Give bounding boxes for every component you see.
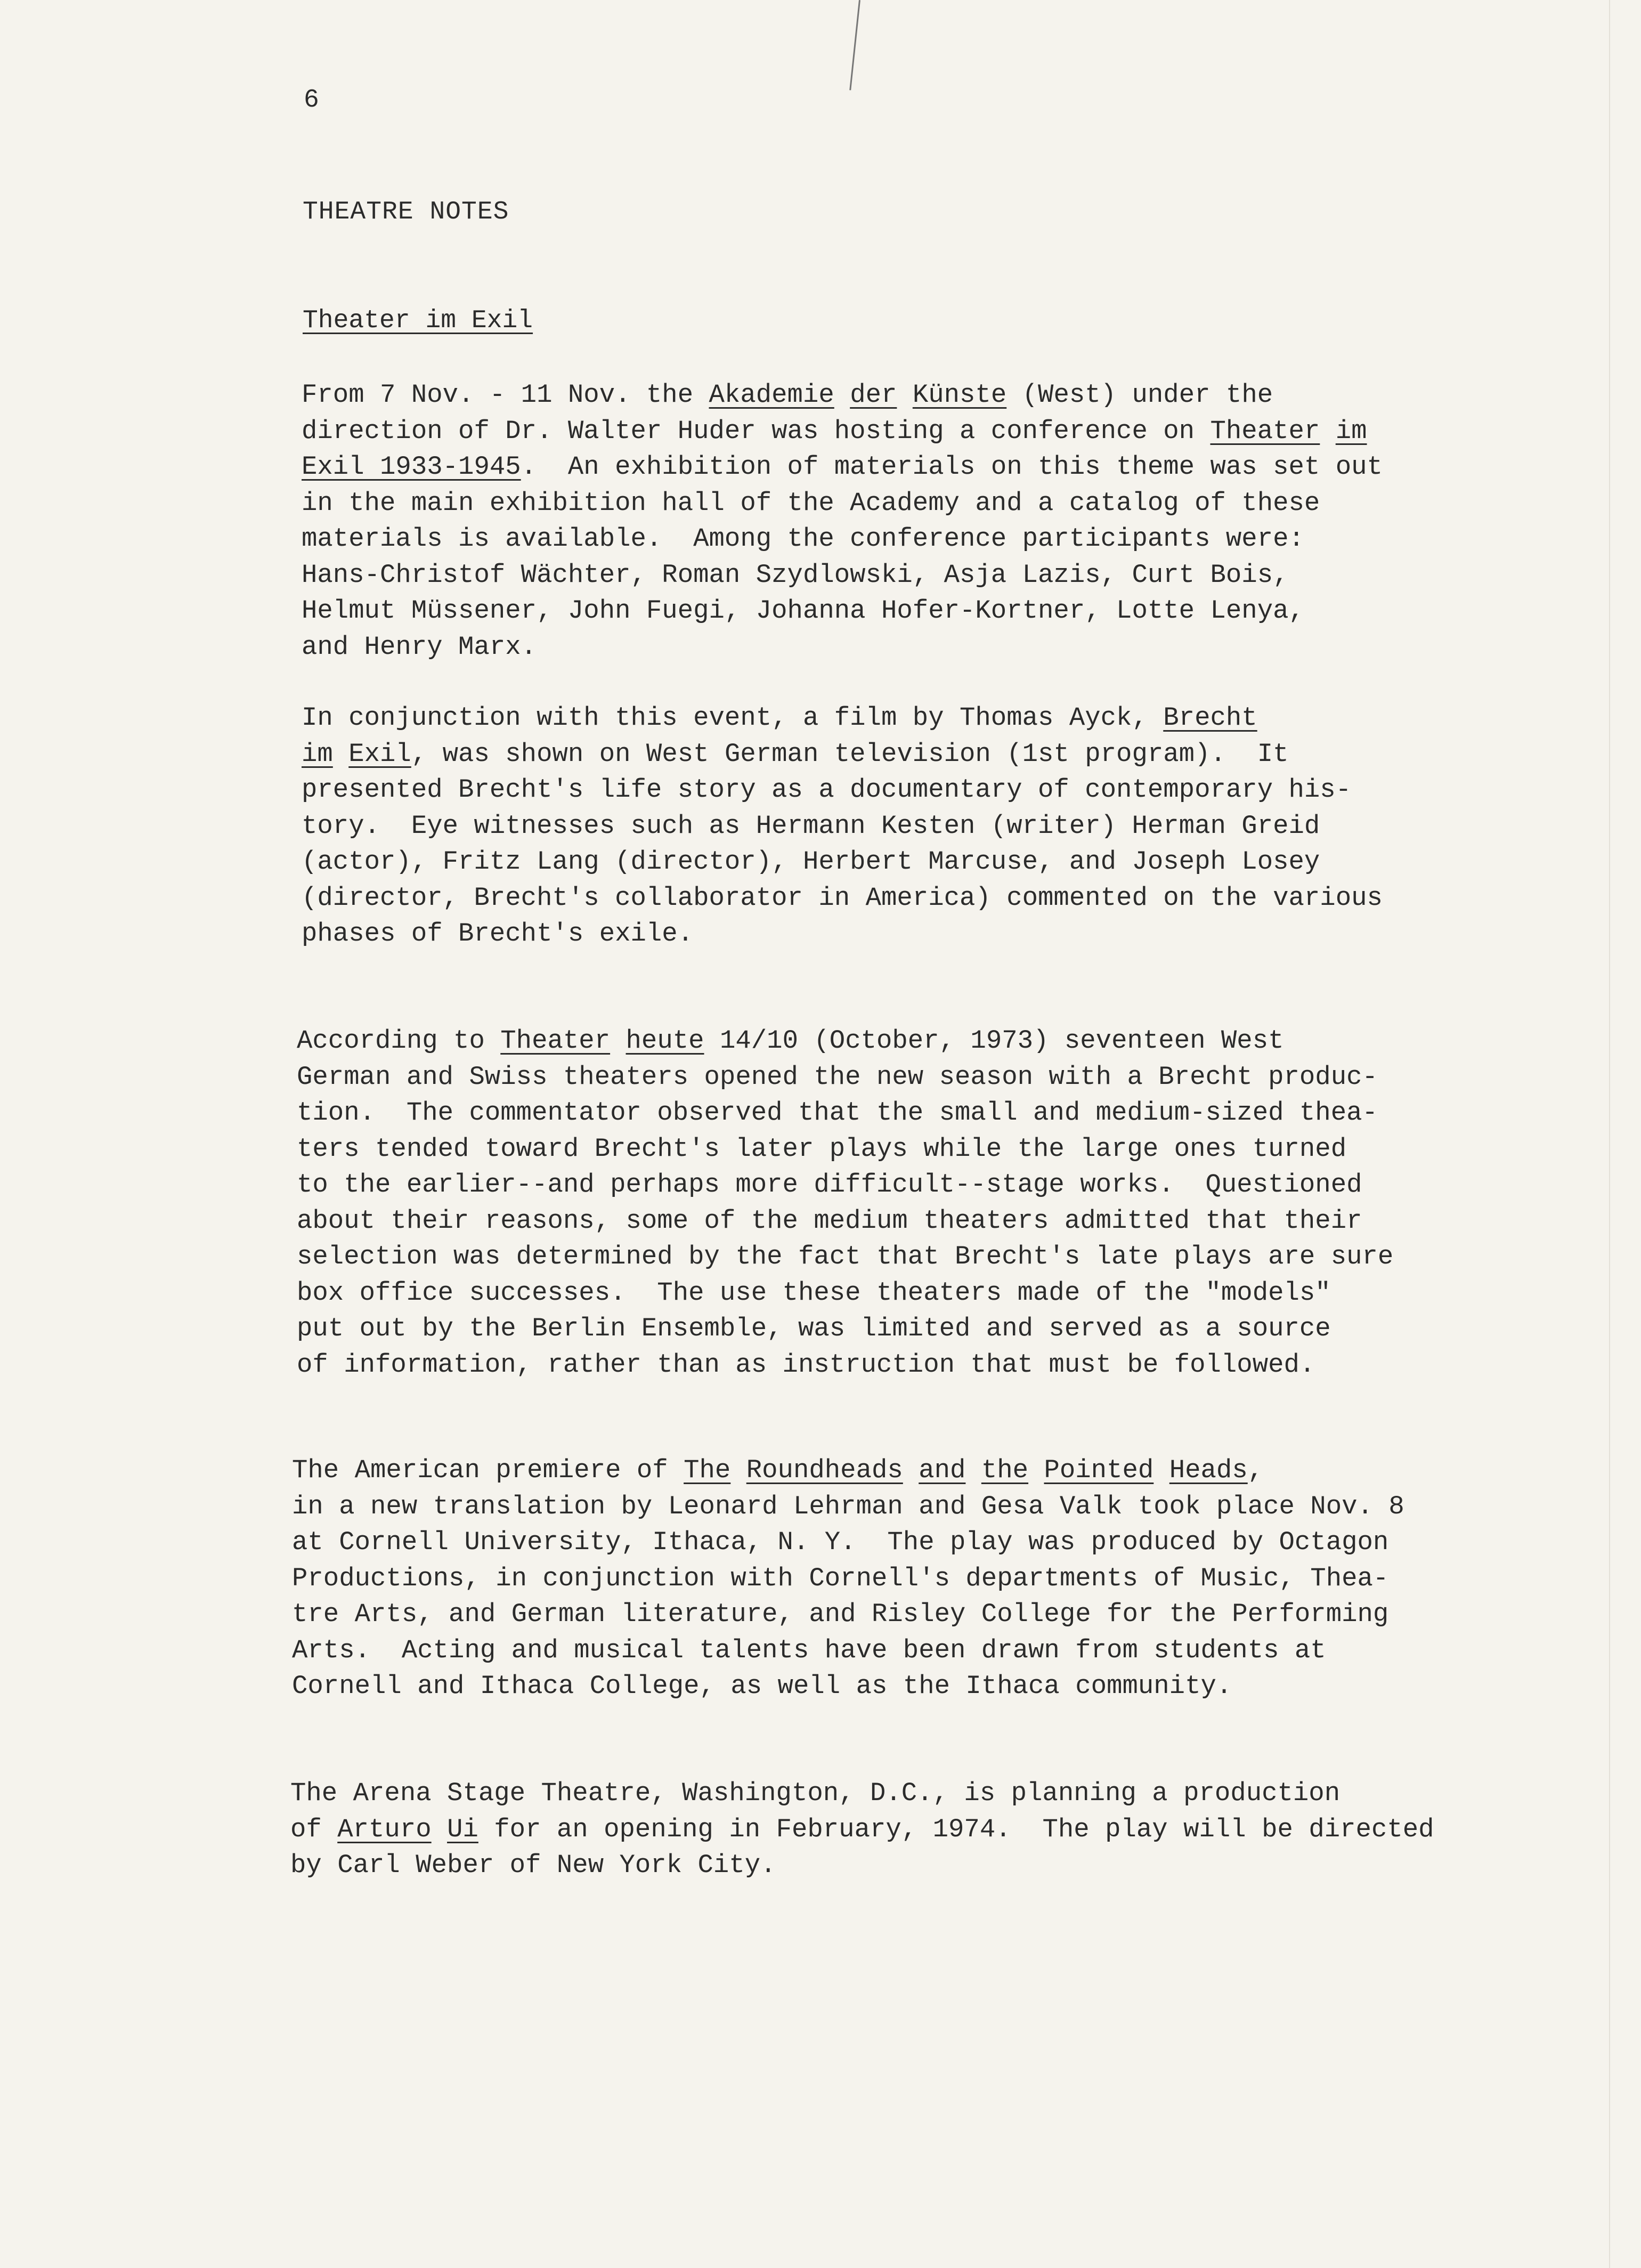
text-run (333, 739, 348, 769)
text-run: Helmut Müssener, John Fuegi, Johanna Hofer-Kortner, Lotte Lenya, (302, 596, 1304, 626)
text-run: phases of Brecht's exile. (302, 919, 694, 949)
text-line (297, 1059, 1618, 1096)
text-run: presented Brecht's life story as a documentary of contemporary his- (302, 775, 1352, 805)
text-run: direction of Dr. Walter Huder was hosting a conference on (302, 416, 1211, 446)
page-number: 6 (304, 86, 319, 115)
text-run: of information, rather than as instruction that must be followed. (297, 1349, 1315, 1380)
underlined-title: im (302, 739, 333, 769)
underlined-title: Arturo (337, 1814, 432, 1844)
subheading: Theater im Exil (303, 306, 533, 335)
text-line (290, 1776, 1612, 1812)
section-heading: THEATRE NOTES (303, 198, 509, 226)
text-line (297, 1131, 1618, 1168)
text-run: Productions, in conjunction with Cornell's departments of Music, Thea- (292, 1563, 1389, 1593)
text-run (730, 1455, 746, 1485)
text-run: From 7 Nov. - 11 Nov. the (302, 380, 709, 410)
text-run: Hans-Christof Wächter, Roman Szydlowski, Asja Lazis, Curt Bois, (302, 560, 1289, 590)
underlined-title: Theater (1210, 416, 1320, 446)
pen-stroke (849, 0, 860, 90)
text-line (302, 521, 1623, 557)
text-line (302, 736, 1623, 773)
text-line (302, 808, 1623, 845)
underlined-title: Theater (500, 1026, 611, 1056)
text-line (297, 1095, 1618, 1131)
text-run: to the earlier--and perhaps more difficult--stage works. Questioned (297, 1170, 1362, 1200)
underlined-title: Exil 1933-1945 (302, 452, 521, 482)
paragraph (302, 700, 1623, 952)
text-line (302, 844, 1623, 880)
text-run: for an opening in February, 1974. The play will be directed (478, 1814, 1434, 1844)
text-run (903, 1455, 919, 1485)
underlined-title: heute (625, 1026, 704, 1056)
paragraph (302, 377, 1623, 665)
paragraph (297, 1023, 1618, 1383)
text-run: , was shown on West German television (1st program). It (411, 739, 1289, 769)
text-run: (West) under the (1006, 380, 1273, 410)
underlined-title: Heads (1169, 1455, 1248, 1485)
text-run: tre Arts, and German literature, and Risley College for the Performing (292, 1599, 1389, 1629)
text-line (292, 1561, 1613, 1597)
text-line (302, 880, 1623, 917)
text-line (292, 1525, 1613, 1561)
text-run: (director, Brecht's collaborator in America) commented on the various (302, 882, 1383, 913)
text-line (302, 593, 1623, 629)
underlined-title: der (850, 380, 897, 410)
underlined-title: Brecht (1163, 703, 1257, 733)
text-run: , (1247, 1455, 1264, 1485)
text-line (302, 557, 1623, 594)
text-line (297, 1023, 1618, 1059)
text-run: about their reasons, some of the medium theaters admitted that their (297, 1205, 1362, 1236)
text-line (292, 1453, 1613, 1489)
text-run: and Henry Marx. (302, 631, 537, 662)
underlined-title: Exil (348, 739, 411, 769)
text-run (610, 1026, 625, 1056)
underlined-title: The (684, 1455, 731, 1485)
underlined-title: the (981, 1455, 1029, 1485)
text-run: 14/10 (October, 1973) seventeen West (704, 1026, 1284, 1056)
text-line (292, 1597, 1613, 1633)
text-line (297, 1239, 1618, 1275)
text-run: . An exhibition of materials on this theme was set out (521, 452, 1383, 482)
text-line (297, 1275, 1618, 1311)
text-run: Arts. Acting and musical talents have been drawn from students at (292, 1635, 1326, 1665)
underlined-title: Künste (912, 380, 1007, 410)
paragraph (292, 1453, 1613, 1705)
text-run: (actor), Fritz Lang (director), Herbert Marcuse, and Joseph Losey (302, 847, 1320, 877)
text-run (965, 1455, 981, 1485)
underlined-title: Ui (447, 1814, 478, 1844)
paragraph (290, 1776, 1612, 1884)
text-run: ters tended toward Brecht's later plays while the large ones turned (297, 1133, 1347, 1164)
text-line (302, 772, 1623, 808)
text-run: selection was determined by the fact that Brecht's late plays are sure (297, 1242, 1394, 1271)
text-line (302, 485, 1623, 522)
text-line (297, 1167, 1618, 1203)
underlined-title: im (1335, 416, 1367, 446)
text-line (302, 700, 1623, 736)
text-run: German and Swiss theaters opened the new season with a Brecht produc- (297, 1062, 1378, 1092)
underlined-title: and (919, 1455, 966, 1485)
text-line (292, 1489, 1613, 1525)
text-run: The Arena Stage Theatre, Washington, D.C., is planning a production (290, 1778, 1341, 1808)
text-run (1320, 416, 1335, 446)
text-run: put out by the Berlin Ensemble, was limited and served as a source (297, 1314, 1331, 1343)
text-line (290, 1812, 1612, 1848)
text-run (432, 1815, 447, 1844)
text-line (292, 1633, 1613, 1669)
text-run: In conjunction with this event, a film by Thomas Ayck, (302, 703, 1164, 733)
text-run: in the main exhibition hall of the Academy and a catalog of these (302, 488, 1320, 518)
text-run: box office successes. The use these theaters made of the "models" (297, 1277, 1331, 1308)
text-line (297, 1311, 1618, 1347)
text-run: The American premiere of (292, 1455, 684, 1485)
text-run: of (290, 1814, 338, 1844)
text-run (897, 380, 912, 410)
text-run: by Carl Weber of New York City. (290, 1850, 776, 1880)
text-run: Cornell and Ithaca College, as well as the Ithaca community. (292, 1671, 1232, 1701)
text-line (302, 414, 1623, 450)
underlined-title: Roundheads (746, 1455, 903, 1485)
text-line (297, 1203, 1618, 1240)
text-run: tory. Eye witnesses such as Hermann Kesten (writer) Herman Greid (302, 811, 1320, 841)
underlined-title: Pointed (1044, 1455, 1154, 1485)
text-run (1028, 1455, 1044, 1485)
text-run: tion. The commentator observed that the small and medium-sized thea- (297, 1098, 1378, 1128)
underlined-title: Akademie (709, 380, 834, 410)
text-line (297, 1347, 1618, 1383)
text-run: materials is available. Among the conference participants were: (302, 524, 1304, 554)
text-line (290, 1848, 1612, 1884)
text-line (302, 377, 1623, 414)
text-line (302, 916, 1623, 952)
text-line (302, 449, 1623, 485)
text-run: at Cornell University, Ithaca, N. Y. The play was produced by Octagon (292, 1527, 1389, 1557)
text-line (302, 629, 1623, 666)
text-run (1153, 1455, 1169, 1485)
text-run (834, 380, 850, 410)
text-line (292, 1668, 1613, 1705)
text-run: in a new translation by Leonard Lehrman and Gesa Valk took place Nov. 8 (292, 1491, 1404, 1521)
text-run: According to (297, 1026, 501, 1056)
